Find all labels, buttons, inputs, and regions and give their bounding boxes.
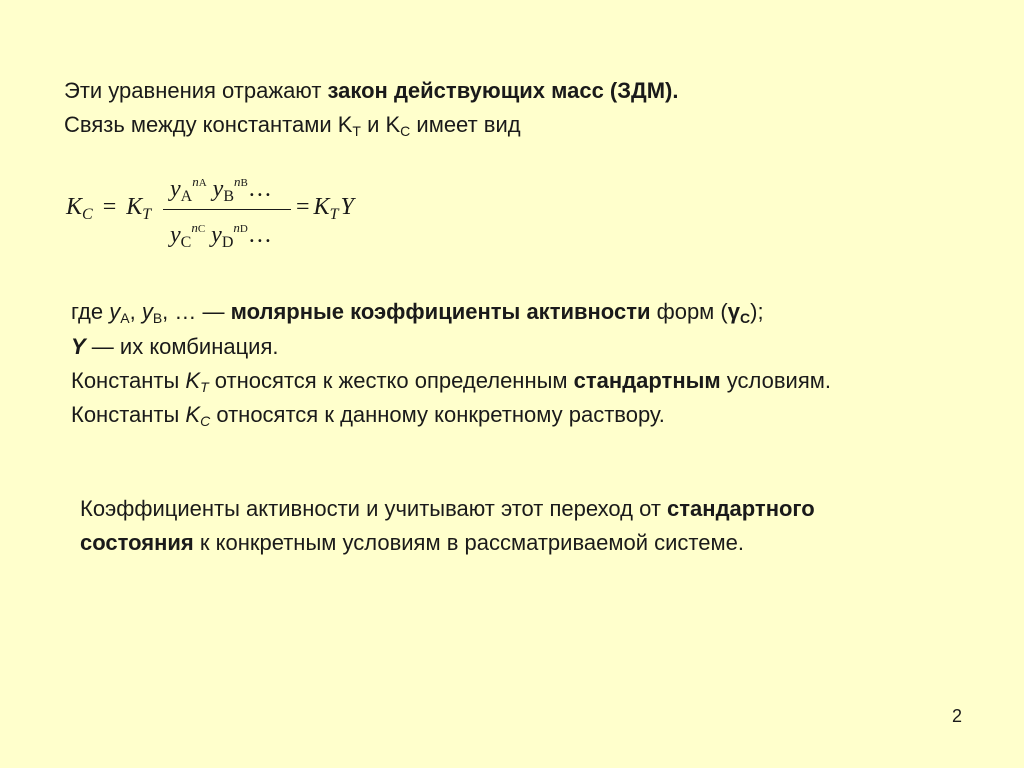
n-b: n xyxy=(234,174,241,189)
n-a-sub: A xyxy=(198,177,207,189)
comma: , xyxy=(129,299,142,324)
kt-sub: T xyxy=(200,379,209,395)
intro-line-1 xyxy=(64,78,678,104)
y-d: y xyxy=(211,222,222,248)
sub-T: T xyxy=(352,123,361,139)
equals-2: = xyxy=(296,194,310,220)
close-paren: ); xyxy=(750,299,764,324)
y-b-sub: B xyxy=(223,188,234,205)
conclusion-post: к конкретным условиям в рассматриваемой системе. xyxy=(193,530,744,555)
k-t-sub: T xyxy=(142,206,152,223)
n-d: n xyxy=(233,220,240,235)
y-a-var-sub: A xyxy=(120,310,130,326)
y-combined: Y xyxy=(340,194,354,220)
k-t-rhs: K xyxy=(313,194,330,220)
formula-lhs xyxy=(66,194,151,221)
n-c: n xyxy=(191,220,198,235)
y-d-sub: D xyxy=(221,234,234,251)
intro2-mid: и K xyxy=(360,112,401,137)
where-line-3 xyxy=(71,368,831,394)
n-d-sub: D xyxy=(239,223,248,235)
y-label: Y xyxy=(71,334,86,359)
activity-coeff-term: молярные коэффициенты активности xyxy=(230,299,651,324)
k-t-rhs-sub: T xyxy=(329,206,339,223)
y-b-var-sub: B xyxy=(152,310,163,326)
fraction-line xyxy=(163,209,291,210)
intro2-post: имеет вид xyxy=(410,112,521,137)
y-a: y xyxy=(170,176,181,202)
kt-mid: относятся к жестко определенным xyxy=(208,368,574,393)
n-b-sub: B xyxy=(240,177,248,189)
formula-rhs xyxy=(296,194,354,221)
where-line-4 xyxy=(71,402,665,428)
intro-text: Эти уравнения отражают xyxy=(64,78,328,103)
conclusion-text: Коэффициенты активности и учитывают этот переход от xyxy=(80,496,668,521)
k-t: K xyxy=(126,194,143,220)
where-line-2 xyxy=(71,334,279,360)
kt-post: условиям. xyxy=(720,368,831,393)
equals-1: = xyxy=(102,194,117,220)
y-c: y xyxy=(170,222,181,248)
forms-text: форм ( xyxy=(650,299,728,324)
k-c: K xyxy=(66,194,83,220)
k-c-sub: C xyxy=(82,206,93,223)
standard-state-term-1: стандартного xyxy=(667,496,815,521)
intro-line-2 xyxy=(64,112,521,138)
gamma-sub: C xyxy=(740,310,751,326)
y-c-sub: C xyxy=(180,234,192,251)
kt-pre: Константы xyxy=(71,368,186,393)
where-pre: где xyxy=(71,299,110,324)
num-dots: … xyxy=(247,176,272,202)
y-a-var: y xyxy=(109,299,121,324)
kt-k: K xyxy=(185,368,201,393)
law-name: закон действующих масс (ЗДМ). xyxy=(327,78,679,103)
standard-term: стандартным xyxy=(573,368,721,393)
conclusion-line-1 xyxy=(80,496,815,522)
sub-C: C xyxy=(400,123,411,139)
y-desc: — их комбинация. xyxy=(85,334,279,359)
kc-k: K xyxy=(185,402,201,427)
kc-post: относятся к данному конкретному раствору. xyxy=(210,402,665,427)
y-a-sub: A xyxy=(180,188,193,205)
denominator xyxy=(170,222,272,249)
dash: , … — xyxy=(162,299,231,324)
kc-sub: C xyxy=(200,413,211,429)
standard-state-term-2: состояния xyxy=(80,530,194,555)
conclusion-line-2 xyxy=(80,530,744,556)
intro2-text: Связь между константами K xyxy=(64,112,353,137)
n-c-sub: C xyxy=(197,223,206,235)
den-dots: … xyxy=(247,222,272,248)
y-b: y xyxy=(212,176,224,202)
gamma-symbol: γ xyxy=(727,299,740,324)
kc-pre: Константы xyxy=(71,402,186,427)
n-a: n xyxy=(192,174,199,189)
page-number: 2 xyxy=(951,706,962,726)
y-b-var: y xyxy=(141,299,153,324)
numerator xyxy=(170,176,272,203)
where-line-1 xyxy=(71,299,764,325)
